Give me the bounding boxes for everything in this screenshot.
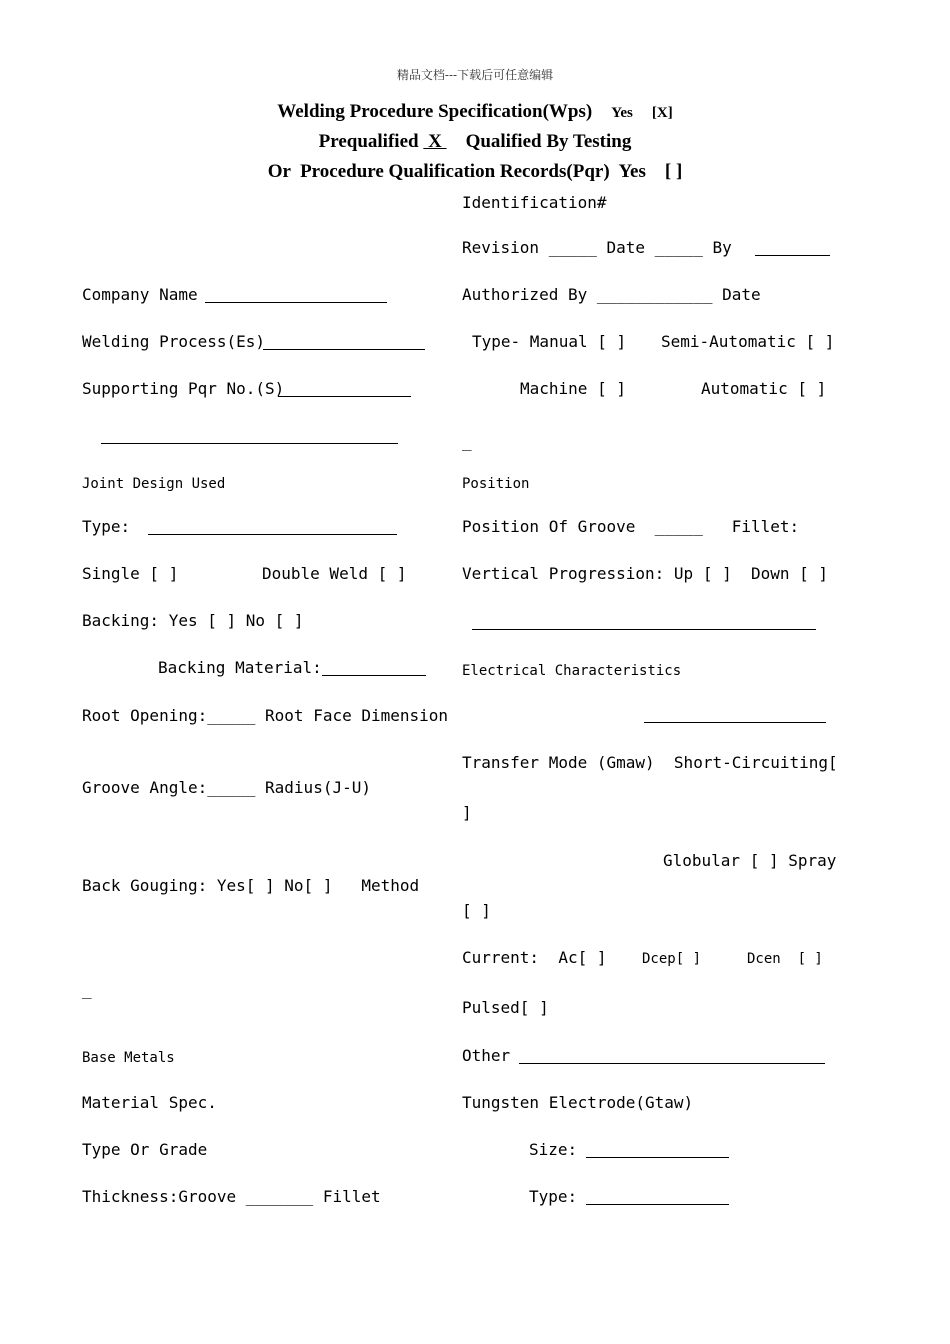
type-grade-label: Type Or Grade [82,1140,208,1159]
tungsten-heading: Tungsten Electrode(Gtaw) [462,1093,694,1112]
groove-angle-row: Groove Angle:_____ Radius(J-U) [82,778,371,797]
page-header: 精品文档---下载后可任意编辑 [396,68,554,82]
automatic[interactable]: Automatic [ ] [701,379,827,398]
type-manual[interactable]: Type- Manual [ ] [472,332,627,351]
welding-process-label: Welding Process(Es) [82,332,266,351]
other-field[interactable] [519,1063,825,1064]
vertical-field[interactable] [472,629,816,630]
spray-box[interactable]: [ ] [462,901,491,920]
revision-row: Revision _____ Date _____ By [462,238,732,257]
supporting-pqr-field-2[interactable] [101,443,398,444]
semi-automatic[interactable]: Semi-Automatic [ ] [661,332,835,351]
current-dcep[interactable]: Dcep[ ] [642,951,702,967]
company-name-field[interactable] [205,302,387,303]
right-dash: _ [462,432,472,451]
title-qualified-testing: Qualified By Testing [465,131,632,152]
tungsten-size-label: Size: [529,1140,578,1159]
title-wps: Welding Procedure Specification(Wps) [277,101,593,122]
welding-process-field[interactable] [263,349,425,350]
joint-type-label: Type: [82,517,131,536]
supporting-pqr-field[interactable] [278,396,411,397]
title-yes: Yes [611,105,633,121]
pulsed[interactable]: Pulsed[ ] [462,998,549,1017]
tungsten-type-field[interactable] [586,1204,729,1205]
backing-material-label: Backing Material: [158,658,322,677]
backing-material-field[interactable] [322,675,426,676]
title-prequalified-x: X [423,131,447,152]
single-weld[interactable]: Single [ ] [82,564,179,583]
root-opening-row: Root Opening:_____ Root Face Dimension [82,706,449,725]
other-label: Other [462,1046,511,1065]
base-metals-heading: Base Metals [82,1050,175,1066]
title-line-3 [0,160,950,184]
title-pqr: Or Procedure Qualification Records(Pqr) Yes [267,161,646,182]
vertical-progression[interactable]: Vertical Progression: Up [ ] Down [ ] [462,564,829,583]
supporting-pqr-label: Supporting Pqr No.(S) [82,379,285,398]
thickness-row: Thickness:Groove _______ Fillet [82,1187,381,1206]
position-groove-row: Position Of Groove _____ Fillet: [462,517,800,536]
tungsten-type-label: Type: [529,1187,578,1206]
double-weld[interactable]: Double Weld [ ] [262,564,407,583]
globular-spray[interactable]: Globular [ ] Spray [663,851,837,870]
tungsten-size-field[interactable] [586,1157,729,1158]
electrical-heading: Electrical Characteristics [462,663,682,679]
current-ac[interactable]: Current: Ac[ ] [462,948,607,967]
back-gouging-row[interactable]: Back Gouging: Yes[ ] No[ ] Method [82,876,420,895]
by-field[interactable] [755,255,830,256]
machine[interactable]: Machine [ ] [520,379,626,398]
transfer-bracket: ] [462,803,472,822]
position-heading: Position [462,476,530,492]
title-prequalified: Prequalified [318,131,419,152]
transfer-mode[interactable]: Transfer Mode (Gmaw) Short-Circuiting[ [462,753,838,772]
current-dcen[interactable]: Dcen [ ] [747,951,823,967]
title-line-2 [0,130,950,154]
identification-label: Identification# [462,193,607,212]
joint-design-heading: Joint Design Used [82,476,226,492]
material-spec-label: Material Spec. [82,1093,217,1112]
title-pqr-mark: [ ] [664,161,683,182]
joint-type-field[interactable] [148,534,397,535]
company-name-label: Company Name [82,285,198,304]
title-line-1 [0,100,950,125]
electrical-field[interactable] [644,722,826,723]
left-dash: _ [82,980,92,999]
title-yes-mark: [X] [651,105,673,121]
authorized-row: Authorized By ____________ Date [462,285,761,304]
backing[interactable]: Backing: Yes [ ] No [ ] [82,611,304,630]
